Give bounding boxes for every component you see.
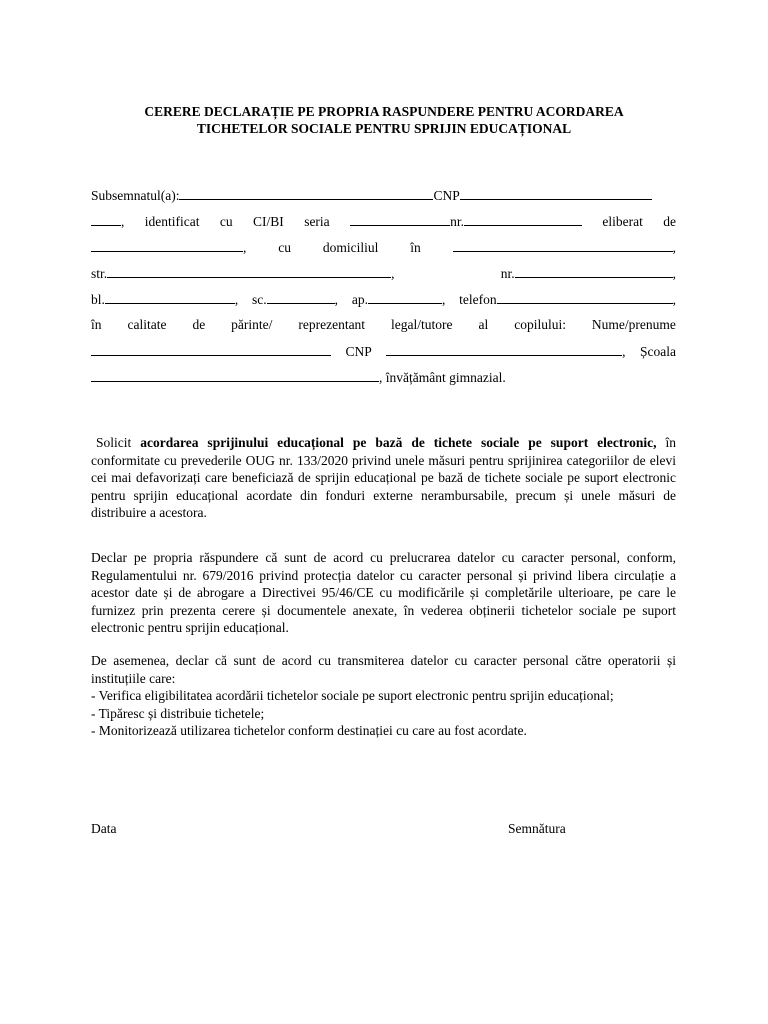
street-field[interactable] — [107, 264, 391, 278]
word-identificat: identificat — [144, 214, 200, 229]
form-line-capacity — [91, 316, 676, 333]
comma: , — [672, 240, 676, 255]
word: reprezentant — [298, 317, 366, 332]
document-title — [60, 103, 708, 137]
comma: , — [672, 266, 676, 281]
word: în — [91, 317, 102, 332]
issued-by-field[interactable] — [91, 238, 243, 252]
school-field[interactable] — [91, 368, 379, 382]
form-line-id — [91, 212, 676, 229]
word: Nume/prenume — [591, 317, 676, 332]
title-line-1: CERERE DECLARAȚIE PE PROPRIA RASPUNDERE PENTRU ACORDAREA — [144, 104, 624, 119]
street-number-field[interactable] — [515, 264, 673, 278]
form-line-street — [91, 264, 676, 281]
word-seria: seria — [304, 214, 330, 229]
transmission-intro: De asemenea, declar că sunt de acord cu transmiterea datelor cu caracter personal către operatorii și instituțiile care: — [91, 653, 676, 686]
word: calitate — [127, 317, 167, 332]
word-de: de — [663, 214, 676, 229]
declaration-paragraph: Declar pe propria răspundere că sunt de acord cu prelucrarea datelor cu caracter personal, conform, Regulamentului nr. 679/2016 privind protecția datelor cu caracter personal și privind libera circulație a acestor date și de abrogare a Directivei 95/46/CE cu modificările și completările ulterioare, pe care le furnizez prin prezenta cerere și documentele anexate, în vederea obținerii tichetelor sociale pe suport electronic pentru sprijin educațional. — [91, 550, 676, 636]
form-line-child — [91, 342, 676, 359]
title-line-2: TICHETELOR SOCIALE PENTRU SPRIJIN EDUCAȚIONAL — [196, 121, 572, 136]
word-cu: cu — [278, 240, 291, 255]
comma: , — [672, 292, 676, 307]
comma: , — [121, 214, 125, 229]
comma: , — [243, 240, 247, 255]
child-name-field[interactable] — [91, 342, 331, 356]
word-in: în — [410, 240, 421, 255]
label-telefon: telefon — [459, 292, 497, 307]
school-level-text: , învățământ gimnazial. — [379, 370, 506, 385]
word-domiciliul: domiciliul — [322, 240, 379, 255]
word: al — [478, 317, 489, 332]
form-line-address — [91, 238, 676, 255]
list-item: - Monitorizează utilizarea tichetelor conform destinației cu care au fost acordate. — [91, 723, 527, 739]
label-ap: ap. — [351, 292, 368, 307]
cnp-field[interactable] — [460, 186, 652, 200]
form-line-building — [91, 290, 676, 307]
domicile-field[interactable] — [453, 238, 673, 252]
comma: , — [391, 266, 395, 281]
label-sc: sc. — [252, 292, 267, 307]
name-field[interactable] — [179, 186, 433, 200]
list-item: - Tipăresc și distribuie tichetele; — [91, 705, 265, 721]
comma: , — [334, 292, 339, 307]
id-series-field[interactable] — [350, 212, 450, 226]
label-nr: nr. — [500, 266, 515, 281]
child-cnp-field[interactable] — [386, 342, 622, 356]
block-field[interactable] — [105, 290, 235, 304]
signature-label: Semnătura — [508, 821, 566, 836]
cnp-continuation-field[interactable] — [91, 212, 121, 226]
staircase-field[interactable] — [267, 290, 335, 304]
date-label: Data — [91, 821, 117, 836]
word: copilului: — [514, 317, 566, 332]
label-scoala: Școala — [640, 344, 676, 359]
request-bold-text: acordarea sprijinului educațional pe bază de tichete sociale pe suport electronic, — [140, 435, 657, 450]
form-line-school — [91, 368, 676, 385]
word: părinte/ — [231, 317, 273, 332]
comma: , — [441, 292, 446, 307]
label-cnp: CNP — [433, 188, 460, 203]
request-text: în conformitate cu prevederile OUG nr. 133/2020 privind unele măsuri pentru sprijinirea categoriilor de elevi cei mai defavorizați care beneficiază de sprijin educațional pe bază de tichete sociale pe suport electronic pentru sprijin educațional acordate din fonduri externe nerambursabile, precum și unele măsuri de distribuire a acestora. — [91, 435, 676, 521]
list-item: - Verifica eligibilitatea acordării tichetelor sociale pe suport electronic pentru sprijin educațional; — [91, 688, 614, 704]
phone-field[interactable] — [497, 290, 673, 304]
form-line-name — [91, 186, 676, 203]
word-eliberat: eliberat — [602, 214, 643, 229]
id-number-field[interactable] — [464, 212, 582, 226]
label-str: str. — [91, 266, 108, 281]
request-paragraph — [91, 434, 676, 522]
apartment-field[interactable] — [368, 290, 442, 304]
word: legal/tutore — [391, 317, 453, 332]
label-child-cnp: CNP — [345, 344, 372, 359]
label-subsemnatul: Subsemnatul(a): — [91, 188, 180, 203]
label-bl: bl. — [91, 292, 105, 307]
comma: , — [234, 292, 239, 307]
label-nr: nr. — [450, 214, 464, 229]
word: de — [192, 317, 206, 332]
word-ci-bi: CI/BI — [253, 214, 284, 229]
transmission-section — [91, 652, 676, 740]
comma: , — [622, 344, 626, 359]
word-cu: cu — [219, 214, 233, 229]
request-lead: Solicit — [96, 435, 132, 450]
